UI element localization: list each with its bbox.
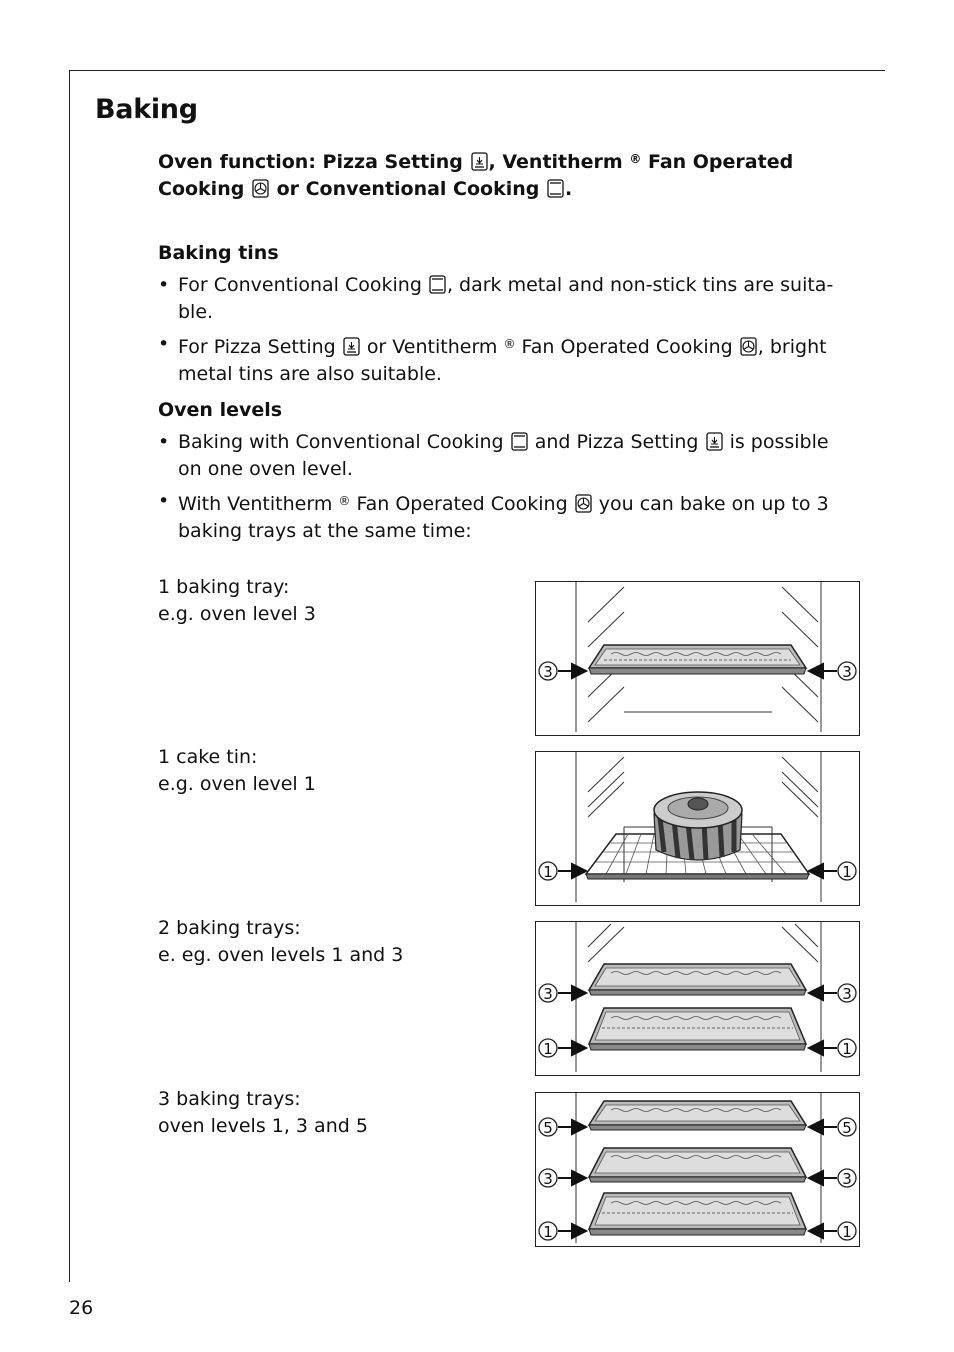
baking-tray	[589, 1101, 806, 1130]
oven-diagram-1-tray	[535, 581, 860, 736]
level-number: 5	[842, 1119, 852, 1137]
list-item	[158, 488, 858, 545]
level-number: 3	[842, 663, 852, 681]
baking-tray	[589, 1008, 806, 1050]
level-marker-right	[809, 662, 856, 681]
bullet-text: For Conventional Cooking	[178, 274, 422, 296]
page-number: 26	[69, 1297, 94, 1319]
level-number: 3	[543, 1170, 553, 1188]
level-marker-left	[539, 662, 586, 681]
bullet-text: For Pizza Setting	[178, 336, 336, 358]
level-marker-left	[539, 1222, 586, 1241]
example-caption-1	[158, 574, 316, 628]
caption-line: oven levels 1, 3 and 5	[158, 1115, 368, 1137]
bullet-text: With Ventitherm	[178, 493, 333, 515]
level-marker-right	[809, 1169, 856, 1188]
baking-tray	[589, 645, 806, 674]
bullet: •	[158, 431, 170, 453]
oven-function-text-2: , Ventitherm	[488, 151, 623, 173]
fan-operated-icon	[740, 337, 757, 356]
level-number: 1	[543, 1040, 553, 1058]
level-marker-left	[539, 1118, 586, 1137]
level-number: 1	[842, 1040, 852, 1058]
bullet: •	[158, 274, 170, 296]
example-caption-2	[158, 744, 316, 798]
oven-function-paragraph	[158, 146, 858, 203]
page-title: Baking	[95, 94, 198, 125]
level-marker-right	[809, 1039, 856, 1058]
bullet: •	[158, 333, 170, 355]
cake-tin	[654, 792, 742, 860]
bullet: •	[158, 490, 170, 512]
bullet-text: , dark metal and non-stick tins are suita-	[446, 274, 834, 296]
bullet-text: baking trays at the same time:	[178, 520, 472, 542]
top-rule	[69, 70, 885, 71]
oven-function-text-3: Fan Operated	[647, 151, 794, 173]
bullet-text: and Pizza Setting	[534, 431, 699, 453]
level-marker-left	[539, 1169, 586, 1188]
bullet-text: on one oven level.	[178, 458, 353, 480]
baking-tray	[589, 964, 806, 995]
oven-function-text-1: Oven function: Pizza Setting	[158, 151, 463, 173]
level-number: 3	[842, 1170, 852, 1188]
oven-function-text-5: or Conventional Cooking	[276, 178, 540, 200]
caption-line: 1 cake tin:	[158, 746, 258, 768]
caption-line: e.g. oven level 3	[158, 603, 316, 625]
level-marker-right	[809, 862, 856, 881]
pizza-setting-icon	[471, 152, 488, 171]
example-caption-3	[158, 915, 403, 969]
level-marker-left	[539, 862, 586, 881]
baking-tins-section	[158, 240, 858, 388]
fan-operated-icon	[575, 494, 592, 513]
level-marker-left	[539, 1039, 586, 1058]
bullet-text: is possible	[729, 431, 829, 453]
pizza-setting-icon	[343, 337, 360, 356]
conventional-cooking-icon	[547, 179, 564, 198]
level-marker-right	[809, 1118, 856, 1137]
level-number: 3	[543, 663, 553, 681]
oven-diagram-2-trays	[535, 921, 860, 1076]
bullet-text: or Ventitherm	[366, 336, 498, 358]
level-number: 5	[543, 1119, 553, 1137]
caption-line: 2 baking trays:	[158, 917, 301, 939]
bullet-text: Fan Operated Cooking	[521, 336, 733, 358]
level-number: 3	[543, 985, 553, 1003]
oven-diagram-3-trays	[535, 1092, 860, 1247]
baking-tins-heading: Baking tins	[158, 242, 279, 264]
caption-line: e.g. oven level 1	[158, 773, 316, 795]
bullet-text: ble.	[178, 301, 214, 323]
level-number: 1	[842, 1223, 852, 1241]
registered-mark: ®	[629, 152, 642, 166]
oven-diagram-cake-tin	[535, 751, 860, 906]
baking-tray	[589, 1148, 806, 1182]
oven-function-text-4: Cooking	[158, 178, 245, 200]
level-number: 1	[543, 863, 553, 881]
level-marker-right	[809, 984, 856, 1003]
bullet-text: , bright	[757, 336, 827, 358]
conventional-cooking-icon	[511, 432, 528, 451]
list-item	[158, 272, 858, 326]
caption-line: 3 baking trays:	[158, 1088, 301, 1110]
bullet-text: you can bake on up to 3	[598, 493, 829, 515]
caption-line: 1 baking tray:	[158, 576, 290, 598]
level-number: 3	[842, 985, 852, 1003]
caption-line: e. eg. oven levels 1 and 3	[158, 944, 404, 966]
oven-levels-heading: Oven levels	[158, 399, 283, 421]
left-rule	[69, 70, 70, 1282]
registered-mark: ®	[503, 337, 516, 351]
oven-levels-section	[158, 397, 858, 545]
level-marker-left	[539, 984, 586, 1003]
bullet-text: Baking with Conventional Cooking	[178, 431, 504, 453]
baking-tray	[589, 1193, 806, 1235]
registered-mark: ®	[338, 494, 351, 508]
bullet-text: metal tins are also suitable.	[178, 363, 442, 385]
list-item	[158, 331, 858, 388]
conventional-cooking-icon	[429, 275, 446, 294]
list-item	[158, 429, 858, 483]
level-marker-right	[809, 1222, 856, 1241]
level-number: 1	[543, 1223, 553, 1241]
fan-operated-icon	[252, 179, 269, 198]
oven-function-text-6: .	[565, 178, 573, 200]
level-number: 1	[842, 863, 852, 881]
pizza-setting-icon	[706, 432, 723, 451]
bullet-text: Fan Operated Cooking	[356, 493, 568, 515]
example-caption-4	[158, 1086, 368, 1140]
